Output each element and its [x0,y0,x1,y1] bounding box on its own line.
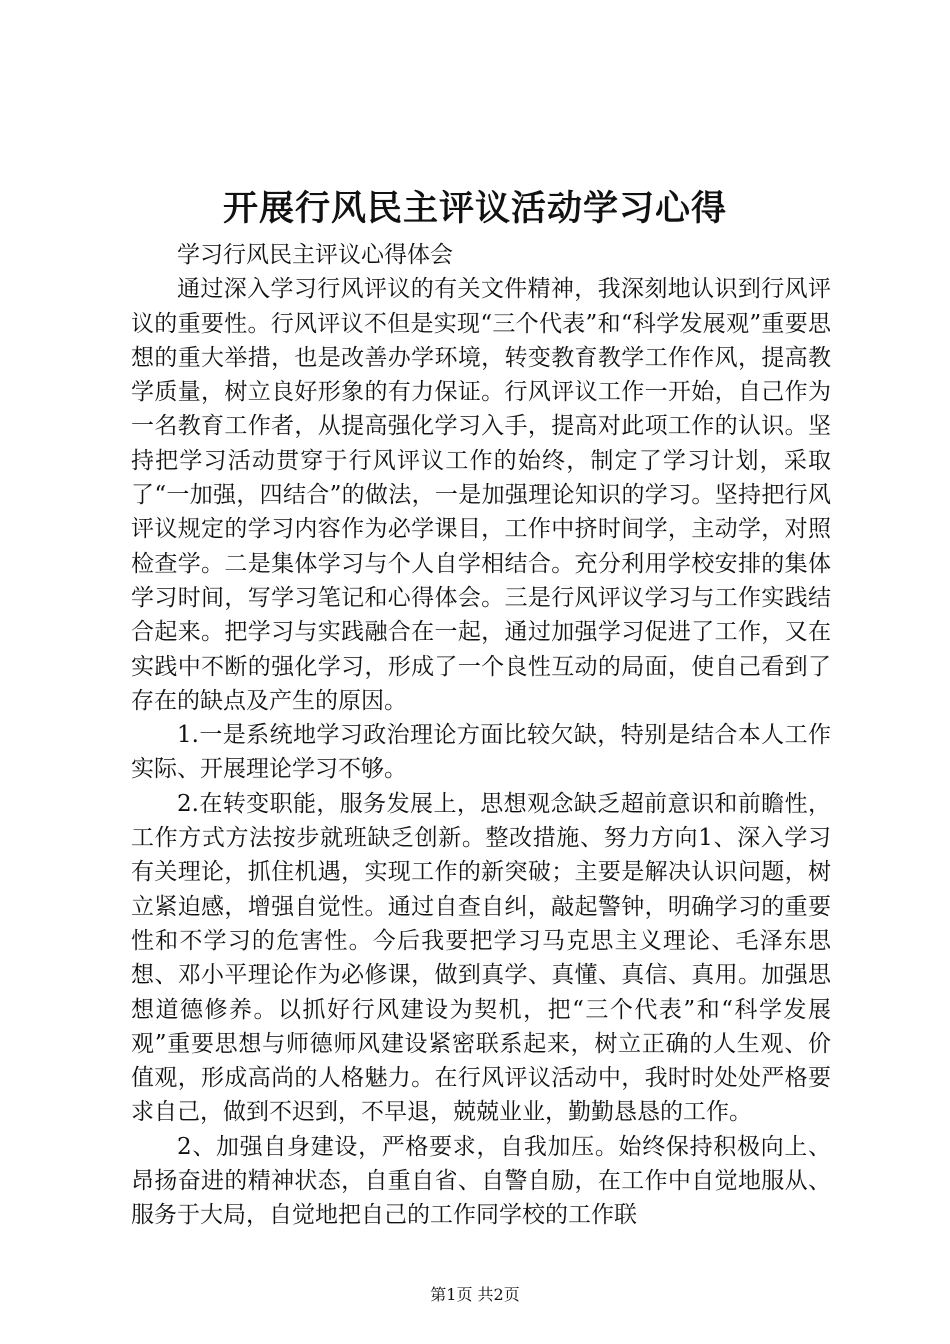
page-number-footer: 第1页 共2页 [430,1285,520,1304]
body-paragraph: 1.一是系统地学习政治理论方面比较欠缺，特别是结合本人工作实际、开展理论学习不够。 [131,722,831,783]
body-paragraph: 2.在转变职能，服务发展上，思想观念缺乏超前意识和前瞻性，工作方式方法按步就班缺乏创新。整改措施、努力方向1、深入学习有关理论，抓住机遇，实现工作的新突破；主要是解决认识问题，树立紧迫感，增强自觉性。通过自查自纠，敲起警钟，明确学习的重要性和不学习的危害性。今后我要把学习马克思主义理论、毛泽东思想、邓小平理论作为必修课，做到真学、真懂、真信、真用。加强思想道德修养。以抓好行风建设为契机，把“三个代表”和“科学发展观”重要思想与师德师风建设紧密联系起来，树立正确的人生观、价值观，形成高尚的人格魅力。在行风评议活动中，我时时处处严格要求自己，做到不迟到，不早退，兢兢业业，勤勤恳恳的工作。 [131,790,831,1126]
body-paragraph: 通过深入学习行风评议的有关文件精神，我深刻地认识到行风评议的重要性。行风评议不但是实现“三个代表”和“科学发展观”重要思想的重大举措，也是改善办学环境，转变教育教学工作作风，提高教学质量，树立良好形象的有力保证。行风评议工作一开始，自己作为一名教育工作者，从提高强化学习入手，提高对此项工作的认识。坚持把学习活动贯穿于行风评议工作的始终，制定了学习计划，采取了“一加强，四结合”的做法，一是加强理论知识的学习。坚持把行风评议规定的学习内容作为必学课目，工作中挤时间学，主动学，对照检查学。二是集体学习与个人自学相结合。充分利用学校安排的集体学习时间，写学习笔记和心得体会。三是行风评议学习与工作实践结合起来。把学习与实践融合在一起，通过加强学习促进了工作，又在实践中不断的强化学习，形成了一个良性互动的局面，使自己看到了存在的缺点及产生的原因。 [131,276,831,714]
page-title: 开展行风民主评议活动学习心得 [222,188,727,229]
body-paragraph: 2、加强自身建设，严格要求，自我加压。始终保持积极向上、昂扬奋进的精神状态，自重自省、自警自励，在工作中自觉地服从、服务于大局，自觉地把自己的工作同学校的工作联 [131,1133,831,1229]
document-body [131,238,831,1233]
subtitle-paragraph: 学习行风民主评议心得体会 [177,242,453,268]
